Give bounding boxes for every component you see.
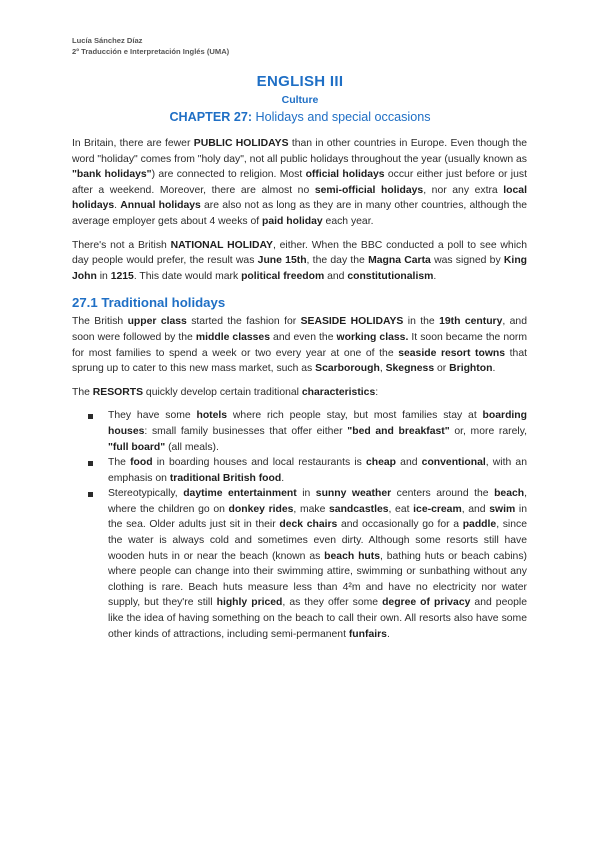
bold-term: constitutionalism <box>347 270 434 282</box>
bold-term: paddle <box>462 519 497 531</box>
bold-term: boarding houses <box>108 410 527 437</box>
text-run: and people like the idea of having something on the beach to call their own. All resorts also have some other kinds of attractions, including semi-permanent <box>108 597 528 640</box>
text-run: are also not as long as they are in many other countries, although the average employer gets about 4 weeks of <box>72 200 528 227</box>
text-run: quickly develop certain traditional <box>143 386 302 398</box>
text-run: each year. <box>322 215 374 227</box>
text-run: and <box>324 270 348 282</box>
bold-term: food <box>130 457 153 469</box>
section-heading: 27.1 Traditional holidays <box>72 295 226 311</box>
bold-term: paid holiday <box>262 215 323 227</box>
text-run: , make <box>293 503 330 515</box>
text-run: The British <box>72 316 128 328</box>
text-run: . <box>492 363 496 375</box>
page-header <box>72 35 229 57</box>
text-run: in <box>96 270 111 282</box>
text-run: was signed by <box>430 255 504 267</box>
text-run: . This date would mark <box>133 270 242 282</box>
text-run: , bathing huts or beach cabins) where people can change into their swimming attire, swimming or sunbathing without any clothing is rare. Beach huts measure less than 4²m and have no electricity nor water supply, but they're still <box>108 550 527 609</box>
bold-term: highly priced <box>216 597 283 609</box>
bold-term: seaside resort towns <box>398 347 506 359</box>
text-run: . <box>281 472 285 484</box>
text-run: , eat <box>388 503 414 515</box>
text-run: that sprung up to cater to this new mass market, such as <box>72 347 527 375</box>
bold-term: deck chairs <box>279 519 338 531</box>
text-run: in the sea. Older adults just sit in their <box>108 503 527 531</box>
bold-term: King John <box>72 255 528 282</box>
bold-term: swim <box>489 503 516 515</box>
chapter-label: CHAPTER 27: <box>169 110 253 124</box>
bold-term: ice-cream <box>413 503 462 515</box>
text-run: : small family businesses that offer either <box>144 425 348 437</box>
text-run: occur either just before or just after a weekend. Moreover, there are almost no <box>72 169 527 196</box>
document-title: ENGLISH III <box>256 73 344 90</box>
text-run: , nor any extra <box>423 184 504 196</box>
bold-term: beach <box>494 488 525 500</box>
text-run: than in other countries in Europe. Even though the word "holiday" comes from "holy day", not all public holidays throughout the year (usually known as <box>72 138 528 165</box>
text-run: . <box>386 628 390 640</box>
text-run: The <box>72 386 93 398</box>
bold-term: funfairs <box>348 628 387 640</box>
bold-term: "bank holidays" <box>72 169 152 181</box>
bold-term: sunny weather <box>315 488 392 500</box>
text-run: , where the children go on <box>108 488 527 515</box>
text-run: or, more rarely, <box>449 425 528 437</box>
course-name: 2º Traducción e Interpretación Inglés (UMA) <box>72 47 230 56</box>
bold-term: daytime entertainment <box>183 488 297 500</box>
text-run: ) are connected to religion. Most <box>151 169 306 181</box>
text-run: It soon became the norm for most families to spend a week or two every year at one of the <box>72 331 528 359</box>
paragraph-seaside-holidays <box>72 314 527 376</box>
document-subtitle: Culture <box>281 94 319 106</box>
text-run: , with an emphasis on <box>108 457 527 484</box>
bold-term: 19th century <box>439 316 503 328</box>
chapter-title: Holidays and special occasions <box>255 110 431 124</box>
list-item <box>72 486 527 642</box>
text-run: Stereotypically, <box>108 488 184 500</box>
title-block <box>0 73 600 125</box>
bold-term: PUBLIC HOLIDAYS <box>193 138 289 149</box>
text-run: in the <box>403 316 440 328</box>
text-run: , since the water is always cold and sometimes even dirty. Although some resorts still have wooden huts in or near the beach (known as <box>108 519 527 562</box>
bold-term: RESORTS <box>92 386 144 398</box>
bold-term: donkey rides <box>228 503 294 515</box>
text-run: started the fashion for <box>186 316 301 328</box>
bold-term: working class. <box>336 331 409 343</box>
bold-term: upper class <box>127 316 187 328</box>
author-name: Lucía Sánchez Díaz <box>72 36 143 45</box>
bold-term: Annual holidays <box>120 200 201 212</box>
bold-term: NATIONAL HOLIDAY <box>170 239 273 251</box>
text-run: in <box>296 488 316 500</box>
bold-term: "bed and breakfast" <box>347 425 450 437</box>
text-run: In Britain, there are fewer <box>72 138 194 149</box>
bold-term: cheap <box>366 457 397 469</box>
bold-term: "full board" <box>108 441 166 453</box>
text-run: (all meals). <box>165 441 219 453</box>
bold-term: characteristics <box>301 386 376 398</box>
bold-term: 1215 <box>110 270 134 282</box>
bold-term: beach huts <box>324 550 380 562</box>
text-run: centers around the <box>391 488 495 500</box>
paragraph-resorts <box>72 385 527 401</box>
text-run: , and soon were followed by the <box>72 316 527 343</box>
paragraph-public-holidays <box>72 136 527 230</box>
text-run: in boarding houses and local restaurants is <box>152 457 366 469</box>
text-run: and occasionally go for a <box>337 519 463 531</box>
text-run: , the day the <box>306 255 369 267</box>
text-run: . <box>433 270 437 282</box>
bold-term: official holidays <box>305 169 385 181</box>
bold-term: SEASIDE HOLIDAYS <box>300 316 404 328</box>
text-run: , either. When the BBC conducted a poll to see which day people would prefer, the result was <box>72 239 527 267</box>
bold-term: June 15th <box>257 255 307 267</box>
text-run: There's not a British <box>72 239 171 251</box>
text-run: , and <box>461 503 490 515</box>
list-item <box>72 408 527 455</box>
bold-term: Brighton <box>449 363 493 375</box>
text-run: , as they offer some <box>282 597 383 609</box>
chapter-heading <box>0 109 600 125</box>
bold-term: middle classes <box>195 331 270 343</box>
text-run: They have some <box>108 410 197 422</box>
document-body <box>72 136 527 642</box>
paragraph-national-holiday <box>72 238 527 285</box>
bold-term: sandcastles <box>329 503 389 515</box>
bold-term: hotels <box>196 410 228 422</box>
bold-term: conventional <box>421 457 486 469</box>
text-run: . <box>114 200 121 212</box>
bold-term: Magna Carta <box>368 255 431 267</box>
bold-term: Scarborough <box>315 363 380 375</box>
text-run: or <box>434 363 450 375</box>
text-run: and even the <box>270 331 337 343</box>
text-run: where rich people stay, but most families stay at <box>227 410 483 422</box>
text-run: , <box>379 363 386 375</box>
bold-term: semi-official holidays <box>314 184 424 196</box>
bold-term: local holidays <box>72 184 527 212</box>
text-run: : <box>375 386 379 398</box>
bold-term: traditional British food <box>169 472 282 484</box>
bold-term: degree of privacy <box>382 597 471 609</box>
text-run: and <box>396 457 422 469</box>
list-item <box>72 455 527 486</box>
bold-term: political freedom <box>241 270 325 282</box>
bold-term: Skegness <box>385 363 435 375</box>
characteristics-list <box>72 408 527 642</box>
text-run: The <box>108 457 131 469</box>
